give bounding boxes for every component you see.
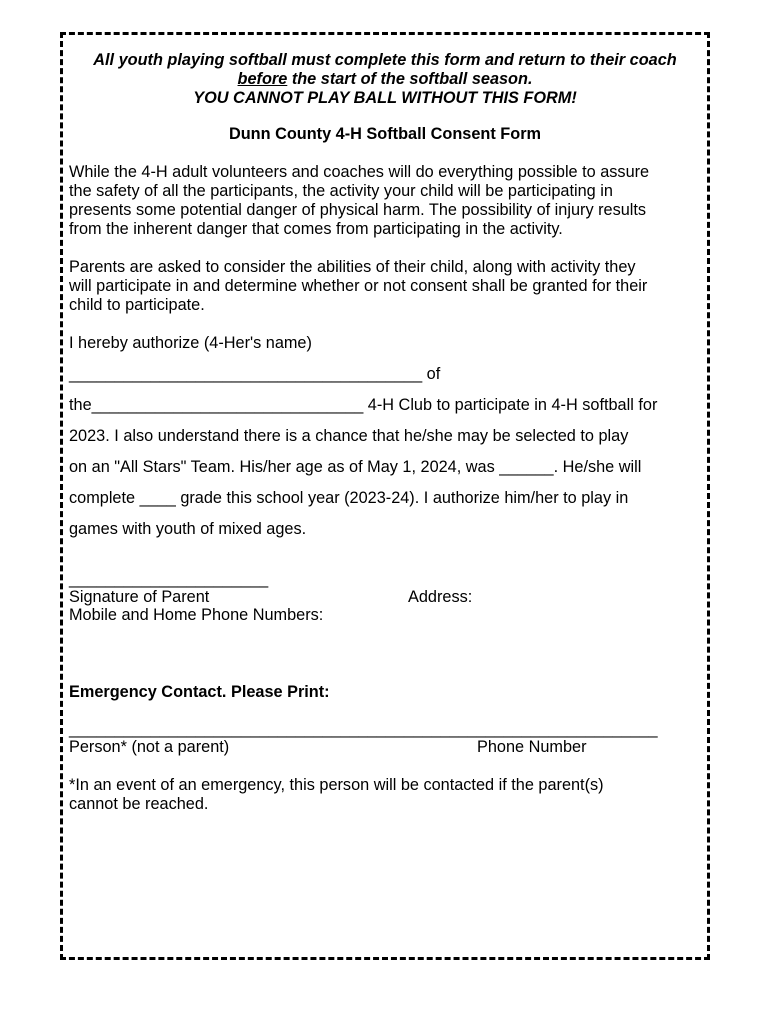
authorize-club-blank[interactable]: the______________________________ 4-H Club to participate in 4-H softball for: [69, 396, 658, 414]
paragraph-consent: [69, 258, 701, 315]
emergency-footnote: [69, 776, 701, 814]
paragraph-safety: [69, 163, 701, 239]
address-label: Address:: [408, 588, 473, 606]
form-title: Dunn County 4-H Softball Consent Form: [228, 125, 542, 143]
paragraph-line: presents some potential danger of physical harm. The possibility of injury results: [69, 201, 647, 219]
emergency-heading: Emergency Contact. Please Print:: [69, 683, 330, 701]
notice-line-2: [60, 70, 710, 89]
authorize-name-blank[interactable]: _______________________________________ of: [69, 365, 441, 383]
paragraph-line: Parents are asked to consider the abilities of their child, along with activity they: [69, 258, 636, 276]
authorize-line-7: games with youth of mixed ages.: [69, 520, 307, 538]
footnote-line: cannot be reached.: [69, 795, 209, 813]
paragraph-line: will participate in and determine whether or not consent shall be granted for their: [69, 277, 648, 295]
signature-label: Signature of Parent: [69, 588, 210, 606]
paragraph-line: While the 4-H adult volunteers and coaches will do everything possible to assure: [69, 163, 650, 181]
notice-line-1: All youth playing softball must complete this form and return to their coach: [93, 51, 677, 69]
paragraph-line: from the inherent danger that comes from participating in the activity.: [69, 220, 563, 238]
footnote-line: *In an event of an emergency, this person will be contacted if the parent(s): [69, 776, 604, 794]
paragraph-line: the safety of all the participants, the activity your child will be participating in: [69, 182, 613, 200]
notice-emphasis: before: [237, 70, 288, 88]
authorize-line-4: 2023. I also understand there is a chance that he/she may be selected to play: [69, 427, 629, 445]
notice-line-3: YOU CANNOT PLAY BALL WITHOUT THIS FORM!: [193, 89, 577, 107]
emergency-phone-label: Phone Number: [477, 738, 587, 756]
emergency-person-label: Person* (not a parent): [69, 738, 230, 756]
phone-numbers-label: Mobile and Home Phone Numbers:: [69, 606, 324, 624]
notice-line-2-rest: the start of the softball season.: [287, 70, 533, 88]
authorize-line-1: I hereby authorize (4-Her's name): [69, 334, 312, 352]
authorize-grade-blank[interactable]: complete ____ grade this school year (2023-24). I authorize him/her to play in: [69, 489, 629, 507]
signature-blank[interactable]: ______________________: [69, 570, 269, 588]
paragraph-line: child to participate.: [69, 296, 205, 314]
emergency-contact-blank[interactable]: _________________________________________________________________: [69, 720, 658, 738]
authorize-age-blank[interactable]: on an "All Stars" Team. His/her age as of May 1, 2024, was ______. He/she will: [69, 458, 642, 476]
